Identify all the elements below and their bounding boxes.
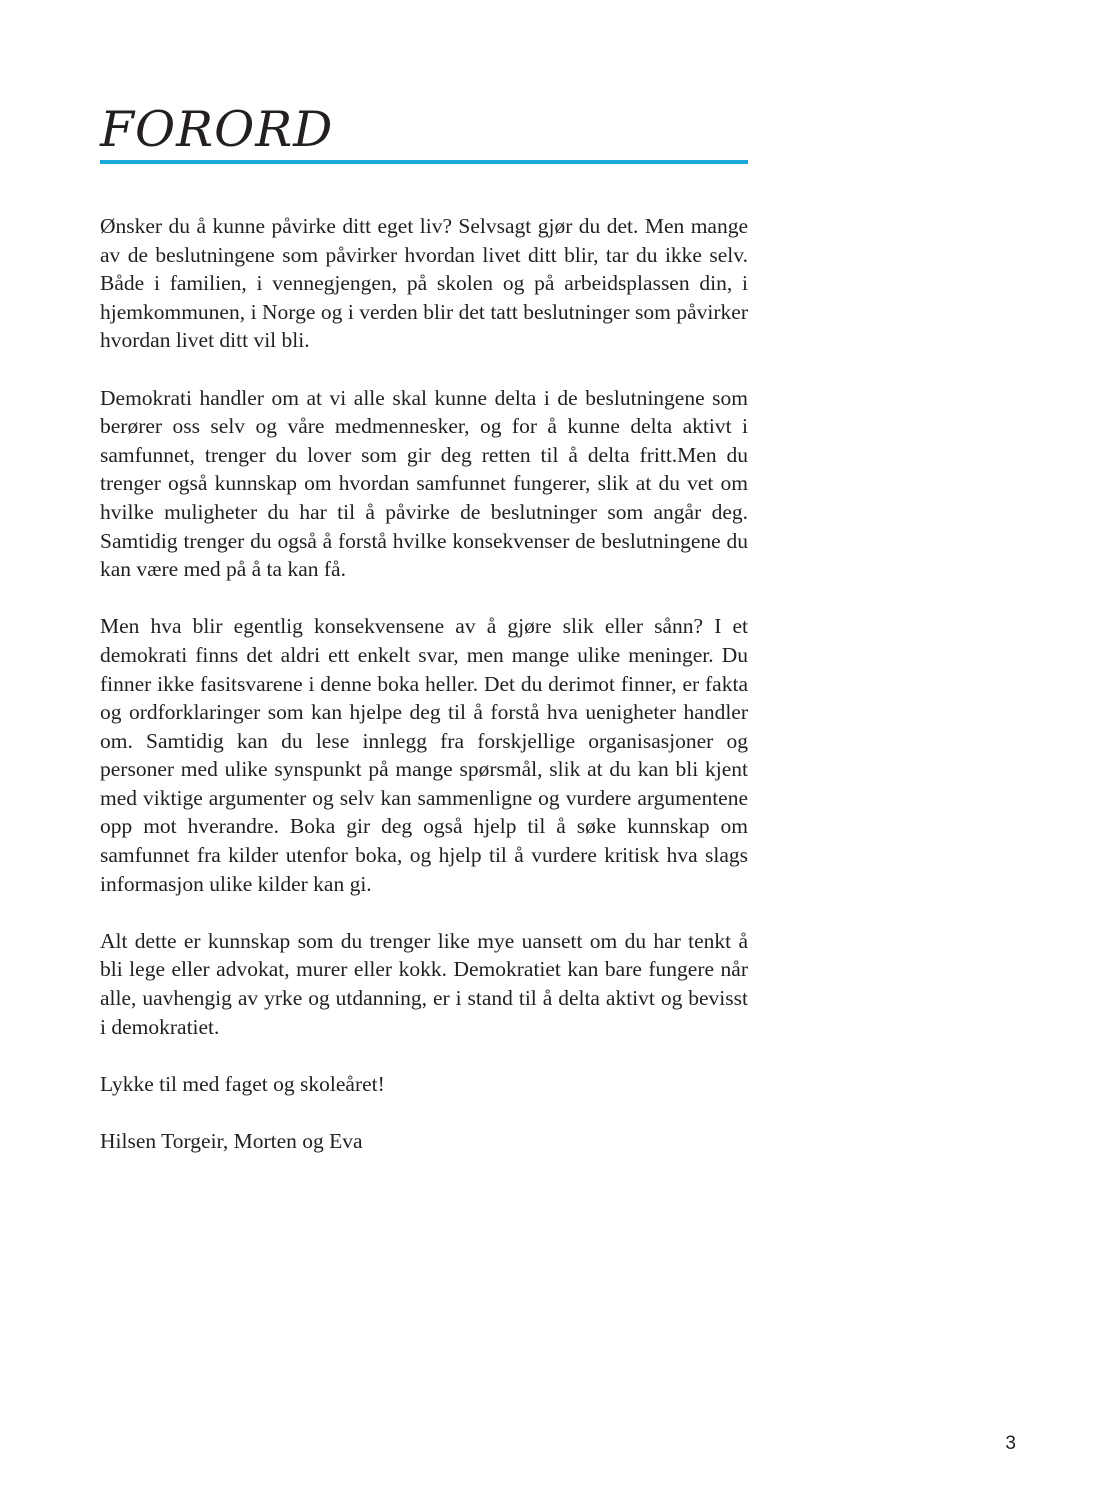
body-text: [100, 212, 748, 1184]
page-title: FORORD: [100, 101, 334, 158]
title-underline: [100, 160, 748, 164]
paragraph-2: Demokrati handler om at vi alle skal kunne delta i de beslutningene som berører oss selv og våre medmennesker, og for å kunne delta aktivt i samfunnet, trenger du lover som gir deg retten til å delta fritt.Men du trenger også kunnskap om hvordan samfunnet fungerer, slik at du vet om hvilke muligheter du har til å påvirke de beslutninger som angår deg. Samtidig trenger du også å forstå hvilke konsekvenser de beslutningene du kan være med på å ta kan få.: [100, 385, 748, 582]
signature-line: Hilsen Torgeir, Morten og Eva: [100, 1129, 363, 1153]
closing-line: Lykke til med faget og skoleåret!: [100, 1071, 385, 1096]
paragraph-1: Ønsker du å kunne påvirke ditt eget liv? Selvsagt gjør du det. Men mange av de beslutningene som påvirker hvordan livet ditt blir, tar du ikke selv. Både i familien, i vennegjengen, på skolen og på arbeidsplassen din, i hjemkommunen, i Norge og i verden blir det tatt beslutninger som påvirker hvordan livet ditt vil bli.: [100, 214, 748, 353]
paragraph-4: Alt dette er kunnskap som du trenger like mye uansett om du har tenkt å bli lege eller advokat, murer eller kokk. Demokratiet kan bare fungere når alle, uavhengig av yrke og utdanning, er i stand til å delta aktivt og bevisst i demokratiet.: [100, 928, 748, 1039]
page-number: 3: [1005, 1433, 1016, 1454]
paragraph-3: Men hva blir egentlig konsekvensene av å gjøre slik eller sånn? I et demokrati finns det aldri ett enkelt svar, men mange ulike meninger. Du finner ikke fasitsvarene i denne boka heller. Det du derimot finner, er fakta og ordforklaringer som kan hjelpe deg til å forstå hva uenigheter handler om. Samtidig kan du lese innlegg fra forskjellige organisasjoner og personer med ulike synspunkt på mange spørsmål, slik at du kan bli kjent med viktige argumenter og selv kan sammenligne og vurdere argumentene opp mot hverandre. Boka gir deg også hjelp til å søke kunnskap om samfunnet fra kilder utenfor boka, og hjelp til å vurdere kritisk hva slags informasjon ulike kilder kan gi.: [100, 614, 748, 896]
